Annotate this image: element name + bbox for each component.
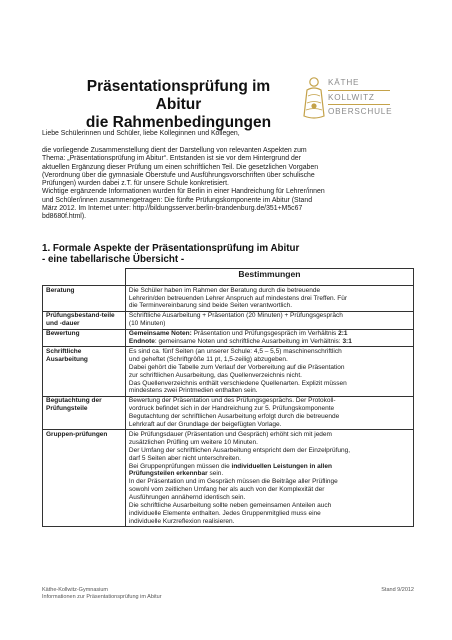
- row-text-line: und geheftet (Schriftgröße 11 pt, 1,5-zeilig) abzugeben.: [128, 355, 288, 363]
- intro-line: (Verordnung über die gymnasiale Oberstufe und Ausführungsvorschriften über schulische: [42, 171, 315, 179]
- row-text: [125, 347, 413, 396]
- intro-line: aktuellen Ergänzung dieser Prüfung um einen schriftlichen Teil. Die gesetzlichen Vorgaben: [42, 163, 319, 171]
- logo-line-2: KOLLWITZ: [328, 92, 375, 102]
- row-text-line: [129, 470, 410, 478]
- row-text-line: Schriftliche Ausarbeitung + Präsentation (20 Minuten) + Prüfungsgespräch: [128, 312, 343, 320]
- school-logo: [302, 76, 414, 124]
- row-text-line: (10 Minuten): [128, 320, 166, 328]
- row-text-line: die Terminvereinbarung sind beide Seiten verantwortlich.: [128, 302, 293, 310]
- bold-text: Gemeinsame Noten:: [128, 330, 192, 338]
- intro-line: die vorliegende Zusammenstellung dient der Darstellung von relevanten Aspekten zum: [42, 147, 307, 154]
- row-text-line: individuelle Kurzreflexion realisieren.: [128, 517, 235, 525]
- plain-text: Präsentation und Prüfungsgespräch im Verhältnis: [191, 330, 339, 338]
- bold-text: individuellen Leistungen in allen: [231, 462, 332, 470]
- row-text-line: Dabei gehört die Tabelle zum Verlauf der Vorbereitung auf die Präsentation: [128, 363, 345, 371]
- table-header: Bestimmungen: [125, 269, 413, 286]
- row-text-line: Die Schüler haben im Rahmen der Beratung durch die betreuende: [128, 286, 321, 294]
- bold-text: Prüfungsteilen erkennbar: [128, 470, 208, 478]
- row-text-line: [129, 463, 410, 471]
- table-header-empty-cell: [43, 269, 126, 286]
- table-row: [43, 329, 414, 347]
- page-footer: [42, 587, 414, 601]
- footer-stand: Stand 9/2012: [381, 587, 414, 593]
- ratio-text: 3:1: [342, 338, 352, 345]
- row-label: Beratung: [43, 286, 126, 312]
- regulations-table: [42, 268, 414, 527]
- row-text-line: Die Prüfungsdauer (Präsentation und Gespräch) erhöht sich mit jedem: [128, 430, 332, 438]
- row-text-line: mindestens zwei Printmedien enthalten sein.: [128, 387, 258, 395]
- row-text-line: vordruck befindet sich in der Handreichung zur 5. Prüfungskomponente: [128, 405, 335, 413]
- row-text: [125, 396, 413, 430]
- row-label: Prüfungsbestand-teile und -dauer: [43, 311, 126, 329]
- page-title: [66, 78, 291, 132]
- table-header-row: [43, 269, 414, 286]
- plain-text: sein.: [207, 470, 224, 478]
- row-label: Gruppen-prüfungen: [43, 430, 126, 527]
- row-text-line: [129, 338, 410, 346]
- title-line-2: die Rahmenbedingungen: [85, 114, 272, 131]
- plain-text: : gemeinsame Noten und schriftliche Ausarbeitung im Verhältnis:: [154, 338, 343, 345]
- section-heading: [42, 243, 422, 265]
- table-row: [43, 347, 414, 396]
- logo-divider: [328, 104, 390, 105]
- row-label: Bewertung: [43, 329, 126, 347]
- logo-line-3: OBERSCHULE: [328, 107, 393, 117]
- footer-line-2: Informationen zur Präsentationsprüfung im Abitur: [42, 594, 162, 601]
- section-heading-line-1: 1. Formale Aspekte der Präsentationsprüfung im Abitur: [42, 243, 300, 254]
- row-text-line: Ausführungen annähernd identisch sein.: [128, 494, 246, 502]
- intro-line: und Schüler/innen zusammengetragen: Die fünfte Prüfungskomponente im Abitur (Stand: [42, 196, 313, 204]
- row-label: Begutachtung der Prüfungsteile: [43, 396, 126, 430]
- row-text: [125, 430, 413, 527]
- footer-line-1: Käthe-Kollwitz-Gymnasium: [42, 587, 109, 593]
- bold-text: Endnote: [128, 338, 155, 345]
- row-label: Schriftliche Ausarbeitung: [43, 347, 126, 396]
- table-row: [43, 311, 414, 329]
- row-text-line: Begutachtung der schriftlichen Ausarbeitung erfolgt durch die betreuende: [128, 413, 340, 421]
- row-text-line: darf 5 Seiten aber nicht unterschreiten.: [128, 454, 241, 462]
- row-text-line: individuelle Elemente enthalten. Jedes Gruppenmitglied muss eine: [128, 509, 321, 517]
- intro-line: bd8680f.html).: [42, 213, 87, 221]
- row-text-line: Lehrerin/den betreuenden Lehrer Anspruch auf mindestens drei Treffen. Für: [128, 294, 348, 302]
- table-row: [43, 286, 414, 312]
- row-text-line: Die schriftliche Ausarbeitung sollte neben gemeinsamen Anteilen auch: [128, 502, 332, 510]
- row-text-line: Der Umfang der schriftlichen Ausarbeitung entspricht dem der Einzelprüfung,: [128, 446, 351, 454]
- row-text-line: zusätzlichen Prüfling um weitere 10 Minuten.: [128, 438, 258, 446]
- row-text-line: [129, 330, 410, 338]
- section-heading-line-2: - eine tabellarische Übersicht -: [42, 254, 185, 265]
- intro-greeting: Liebe Schülerinnen und Schüler, liebe Kolleginnen und Kollegen,: [42, 130, 240, 137]
- row-text-line: Das Quellenverzeichnis enthält verschiedene Quellenarten. Explizit müssen: [128, 379, 347, 387]
- ratio-text: 2:1: [338, 330, 348, 338]
- title-line-1: Präsentationsprüfung im Abitur: [86, 78, 271, 113]
- row-text-line: sowohl vom zeitlichen Umfang her als auch von der Komplexität der: [128, 486, 325, 494]
- intro-line: Prüfungen) wurden dabei z.T. für unsere Schule konkretisiert.: [42, 180, 229, 188]
- row-text: [125, 286, 413, 312]
- logo-wordmark: [328, 78, 392, 118]
- table-row: [43, 430, 414, 527]
- intro-line: März 2012. Im Internet unter: http://bildungsserver.berlin-brandenburg.de/351+M5c67: [42, 205, 303, 213]
- intro-line: Thema: „Präsentationsprüfung im Abitur“. Entstanden ist sie vor dem Hintergrund der: [42, 155, 301, 163]
- logo-divider: [328, 90, 390, 91]
- plain-text: Bei Gruppenprüfungen müssen die: [128, 462, 232, 470]
- table-row: [43, 396, 414, 430]
- intro-paragraph: [42, 147, 422, 222]
- intro-line: Wichtige ergänzende Informationen wurden für Berlin in einer Handreichung für Lehrer/innen: [42, 188, 325, 196]
- row-text: [125, 329, 413, 347]
- logo-line-1: KÄTHE: [328, 78, 360, 87]
- row-text: [125, 311, 413, 329]
- row-text-line: zur schriftlichen Ausarbeitung, das Quellenverzeichnis nicht.: [128, 371, 302, 379]
- row-text-line: In der Präsentation und im Gespräch müssen die Beiträge aller Prüflinge: [128, 478, 338, 486]
- row-text-line: Bewertung der Präsentation und des Prüfungsgesprächs. Der Protokoll-: [128, 397, 336, 405]
- row-text-line: Lehrkraft auf der Grundlage der beigefügten Vorlage.: [128, 421, 282, 429]
- row-text-line: Es sind ca. fünf Seiten (an unserer Schule: 4,5 – 5,5) maschinenschriftlich: [128, 347, 342, 355]
